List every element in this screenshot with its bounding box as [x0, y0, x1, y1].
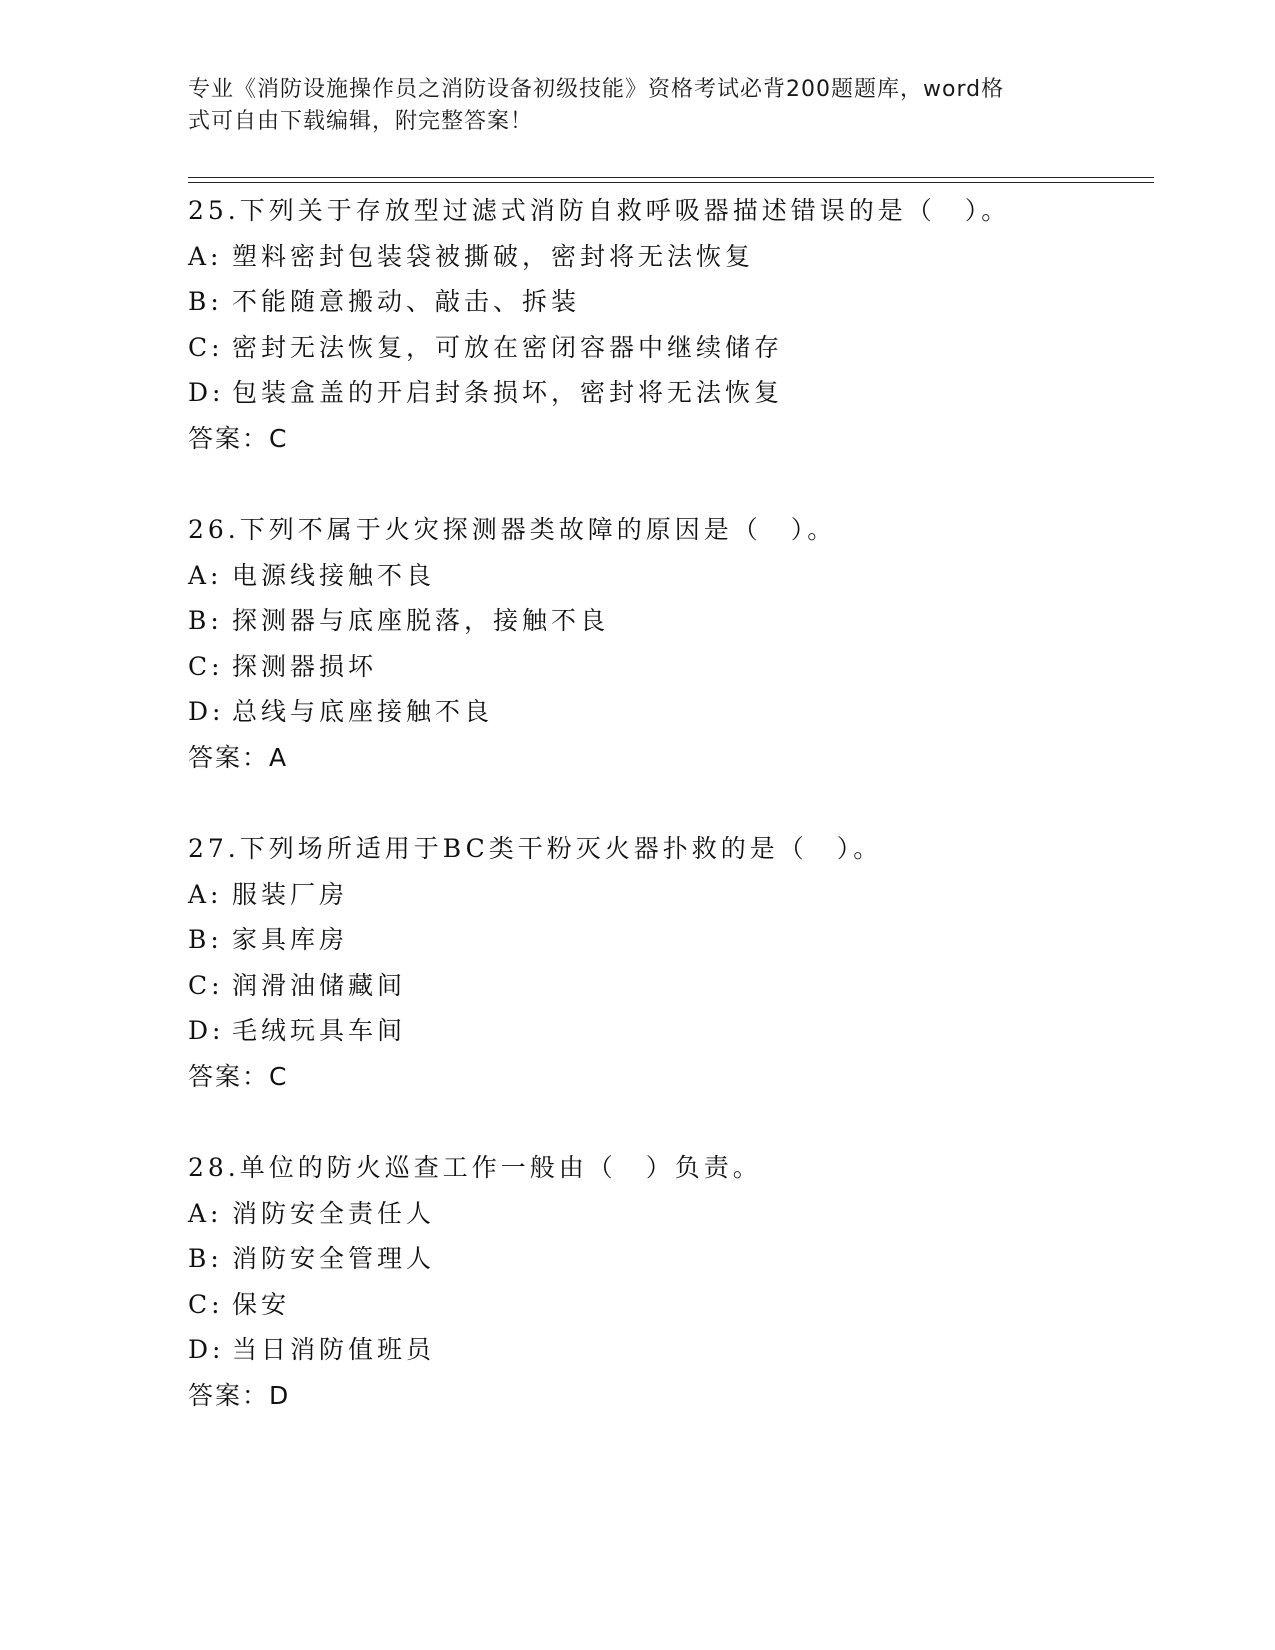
option-a	[188, 234, 1148, 280]
option-text: 保安	[232, 1289, 291, 1319]
option-key: B:	[188, 287, 223, 316]
option-text: 毛绒玩具车间	[232, 1016, 407, 1045]
option-key: B:	[188, 925, 223, 954]
option-key: B:	[188, 606, 223, 635]
answer-label: 答案：	[188, 742, 270, 772]
option-key: C:	[188, 651, 224, 681]
option-c	[188, 1282, 1148, 1328]
option-b	[188, 279, 1148, 325]
option-c	[188, 325, 1148, 371]
option-c	[188, 963, 1148, 1009]
option-a	[188, 1191, 1148, 1237]
option-b	[188, 1236, 1148, 1282]
option-key: D:	[188, 1335, 225, 1364]
question-stem: 25.下列关于存放型过滤式消防自救呼吸器描述错误的是（ ）。	[188, 196, 1011, 225]
option-d	[188, 1008, 1148, 1054]
answer-line	[188, 416, 1148, 462]
question-stem: 27.下列场所适用于BC类干粉灭火器扑救的是（ ）。	[188, 834, 883, 863]
option-d	[188, 689, 1148, 735]
question-item	[188, 826, 1148, 1099]
answer-line	[188, 735, 1148, 781]
answer-line	[188, 1054, 1148, 1100]
header-divider-bottom	[188, 182, 1154, 183]
option-text: 总线与底座接触不良	[232, 697, 494, 726]
option-d	[188, 370, 1148, 416]
option-text: 电源线接触不良	[232, 560, 436, 590]
answer-label: 答案：	[188, 1380, 270, 1410]
answer-label: 答案：	[188, 423, 270, 453]
option-key: D:	[188, 378, 225, 407]
answer-value: C	[269, 1061, 289, 1091]
option-a	[188, 553, 1148, 599]
option-key: C:	[188, 332, 224, 362]
option-key: A:	[188, 879, 223, 909]
option-key: D:	[188, 697, 225, 726]
option-text: 服装厂房	[232, 879, 349, 909]
option-key: D:	[188, 1016, 225, 1045]
option-text: 探测器与底座脱落，接触不良	[232, 606, 610, 635]
document-header	[188, 74, 1068, 138]
option-text: 润滑油储藏间	[232, 970, 407, 1000]
header-line-1: 专业《消防设施操作员之消防设备初级技能》资格考试必背200题题库，word格	[188, 77, 1005, 102]
option-key: B:	[188, 1244, 223, 1273]
header-divider-top	[188, 177, 1154, 178]
answer-label: 答案：	[188, 1061, 270, 1091]
option-text: 消防安全责任人	[232, 1198, 436, 1228]
question-stem: 28.单位的防火巡查工作一般由（ ）负责。	[188, 1153, 762, 1182]
option-key: A:	[188, 1198, 223, 1228]
option-text: 不能随意搬动、敲击、拆装	[232, 287, 581, 316]
option-text: 家具库房	[232, 925, 349, 954]
option-d	[188, 1327, 1148, 1373]
option-key: A:	[188, 241, 223, 271]
answer-line	[188, 1373, 1148, 1419]
question-item	[188, 1145, 1148, 1418]
option-b	[188, 917, 1148, 963]
option-text: 塑料密封包装袋被撕破，密封将无法恢复	[232, 241, 755, 271]
option-text: 密封无法恢复，可放在密闭容器中继续储存	[232, 332, 784, 362]
option-text: 探测器损坏	[232, 651, 378, 681]
option-text: 消防安全管理人	[232, 1244, 436, 1273]
answer-value: C	[269, 423, 289, 453]
option-key: A:	[188, 560, 223, 590]
question-item	[188, 507, 1148, 780]
question-item	[188, 188, 1148, 461]
option-c	[188, 644, 1148, 690]
option-key: C:	[188, 970, 224, 1000]
option-text: 当日消防值班员	[232, 1335, 436, 1364]
header-line-2: 式可自由下载编辑，附完整答案！	[188, 109, 534, 134]
option-b	[188, 598, 1148, 644]
option-a	[188, 872, 1148, 918]
option-text: 包装盒盖的开启封条损坏，密封将无法恢复	[232, 378, 784, 407]
answer-value: D	[269, 1380, 291, 1410]
answer-value: A	[269, 742, 289, 772]
question-stem: 26.下列不属于火灾探测器类故障的原因是（ ）。	[188, 515, 837, 544]
option-key: C:	[188, 1289, 224, 1319]
